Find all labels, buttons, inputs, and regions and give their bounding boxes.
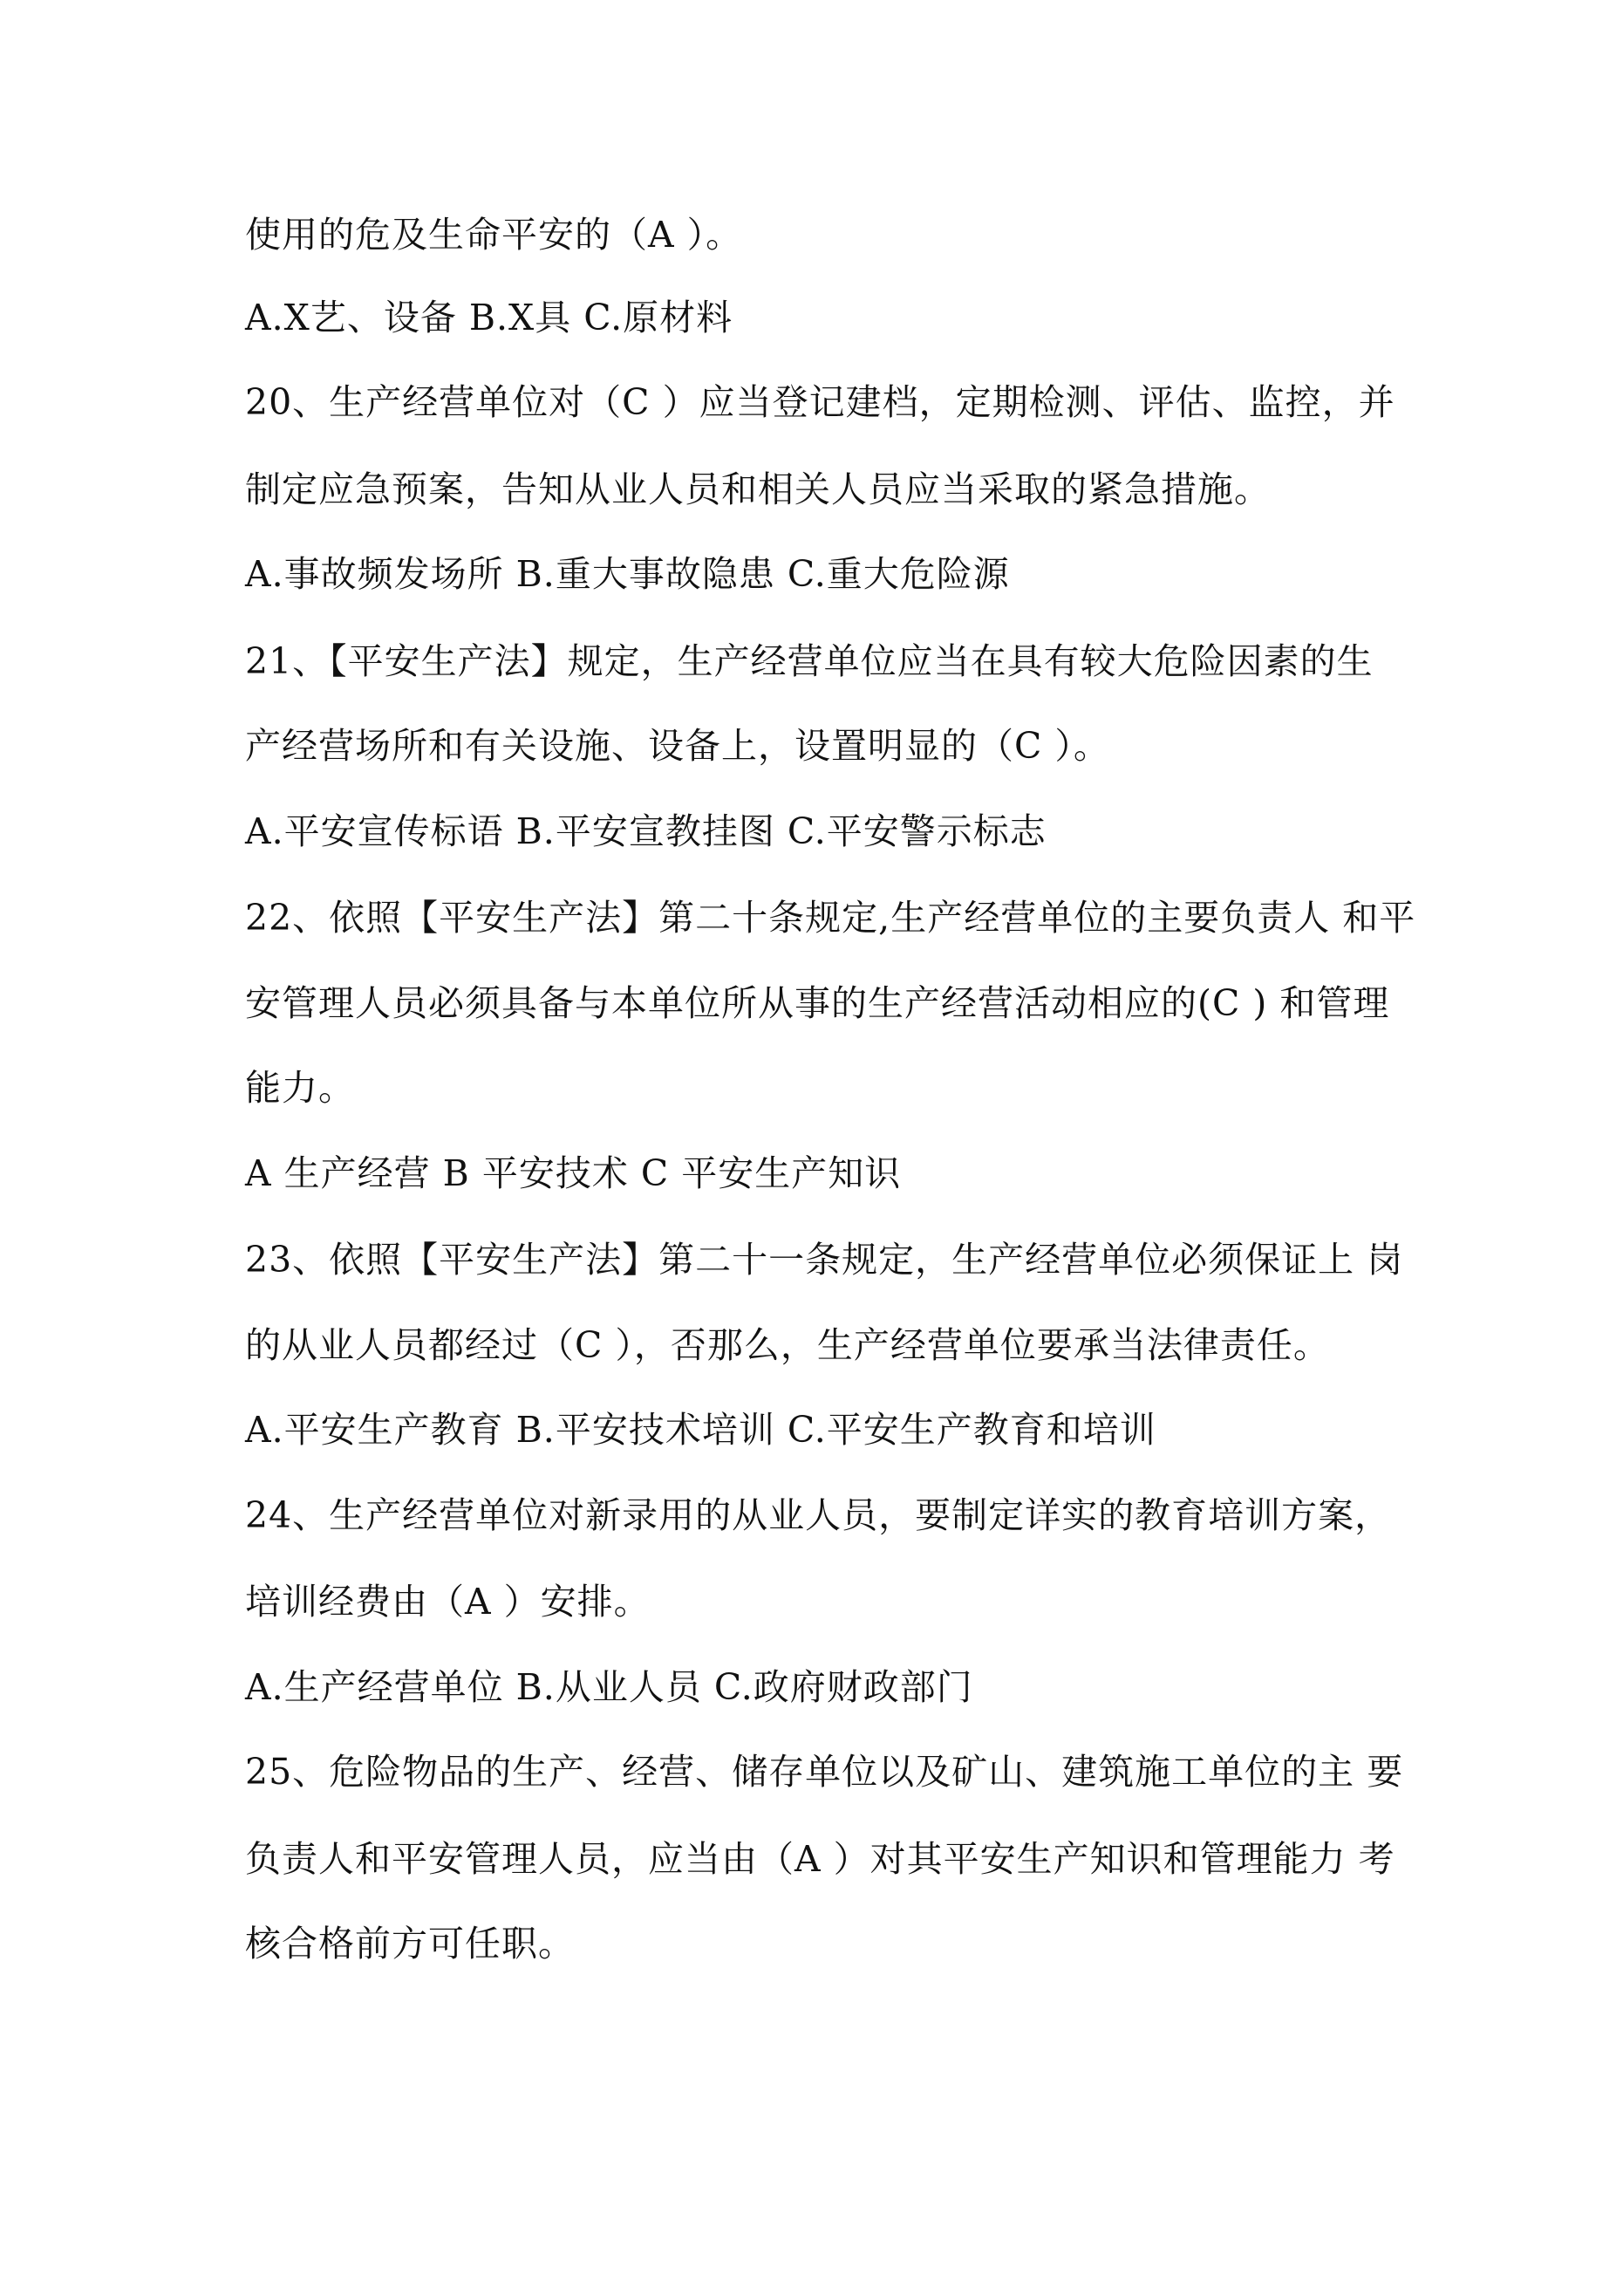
- question-20-line-1: 20、生产经营单位对（C ）应当登记建档，定期检测、评估、监控，并: [245, 381, 1395, 423]
- answer-options-line: A.生产经营单位 B.从业人员 C.政府财政部门: [245, 1666, 973, 1708]
- question-21-line-2: 产经营场所和有关设施、设备上，设置明显的（C ）。: [245, 725, 1110, 767]
- question-22-line-3: 能力。: [245, 1067, 355, 1109]
- question-22-line-1: 22、依照【平安生产法】第二十条规定,生产经营单位的主要负责人 和平: [245, 897, 1416, 939]
- answer-options-line: A.平安宣传标语 B.平安宣教挂图 C.平安警示标志: [245, 810, 1047, 852]
- question-25-line-2: 负责人和平安管理人员，应当由（A ）对其平安生产知识和管理能力 考: [245, 1838, 1395, 1880]
- question-24-line-1: 24、生产经营单位对新录用的从业人员，要制定详实的教育培训方案，: [245, 1494, 1392, 1536]
- question-20-line-2: 制定应急预案，告知从业人员和相关人员应当采取的紧急措施。: [245, 468, 1271, 510]
- question-24-line-2: 培训经费由（A ）安排。: [245, 1581, 651, 1623]
- question-25-line-1: 25、危险物品的生产、经营、储存单位以及矿山、建筑施工单位的主 要: [245, 1751, 1404, 1793]
- answer-options-line: A.事故频发场所 B.重大事故隐患 C.重大危险源: [245, 553, 1010, 595]
- question-21-line-1: 21、【平安生产法】规定，生产经营单位应当在具有较大危险因素的生: [245, 640, 1374, 682]
- question-25-line-3: 核合格前方可任职。: [245, 1923, 575, 1965]
- answer-options-line: A.平安生产教育 B.平安技术培训 C.平安生产教育和培训: [245, 1409, 1156, 1451]
- question-23-line-1: 23、依照【平安生产法】第二十一条规定，生产经营单位必须保证上 岗: [245, 1239, 1404, 1281]
- question-22-line-2: 安管理人员必须具备与本单位所从事的生产经营活动相应的(C ) 和管理: [245, 982, 1390, 1024]
- question-23-line-2: 的从业人员都经过（C ），否那么，生产经营单位要承当法律责任。: [245, 1324, 1330, 1366]
- answer-options-line: A 生产经营 B 平安技术 C 平安生产知识: [245, 1152, 902, 1194]
- answer-options-line: A.X艺、设备 B.X具 C.原材料: [245, 297, 733, 338]
- text-line: 使用的危及生命平安的（A ）。: [245, 214, 743, 256]
